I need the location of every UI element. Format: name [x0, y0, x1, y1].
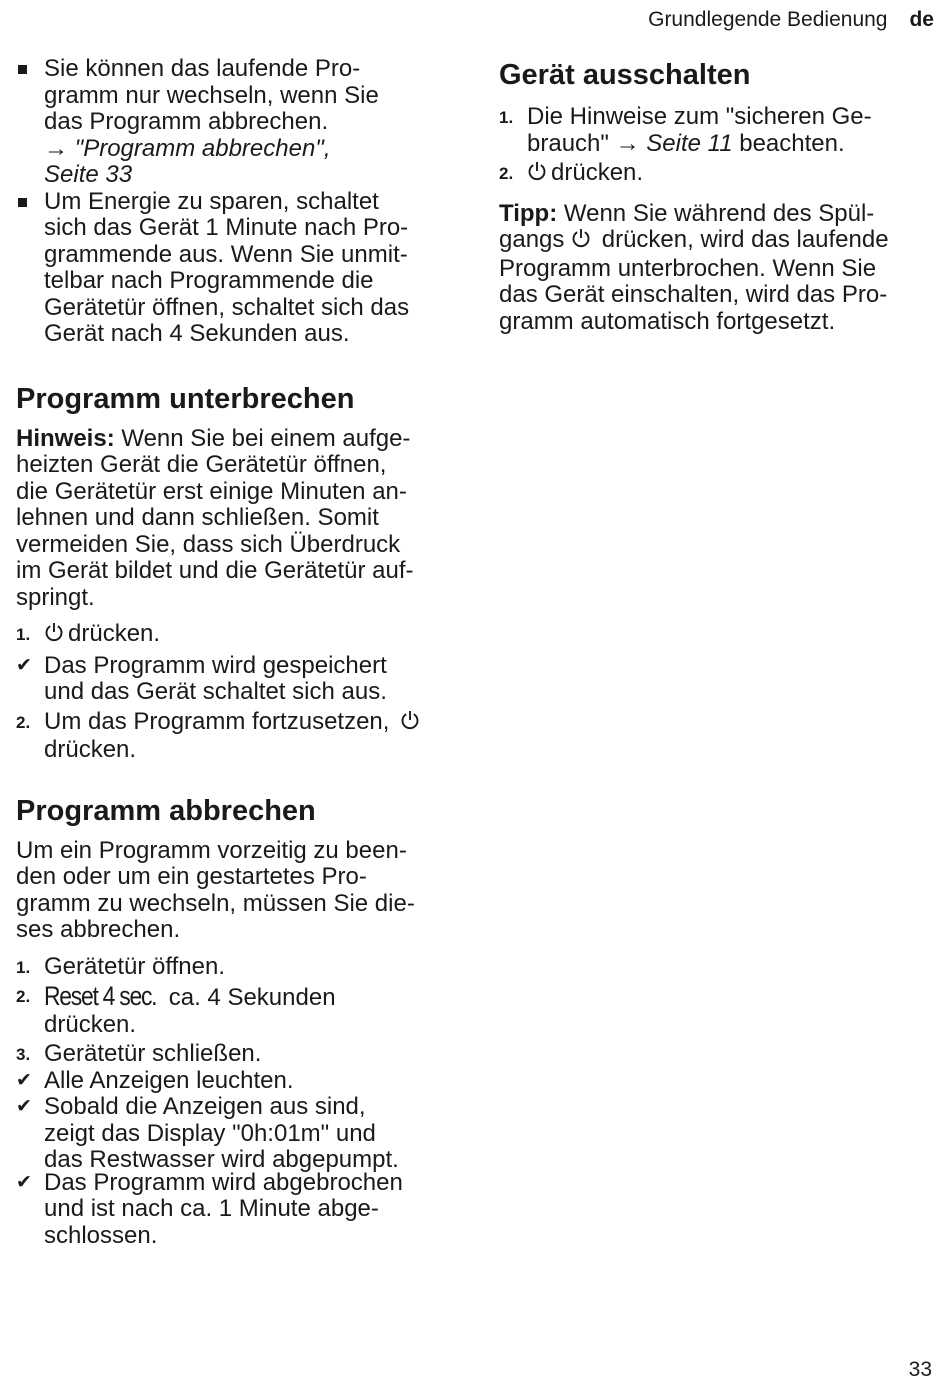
intro-bullet-1: Sie können das laufende Pro- gramm nur wechseln, wenn Sie das Programm abbrechen. → "Programm abbrechen", Seite 33	[16, 56, 456, 189]
heading-programm-unterbrechen: Programm unterbrechen	[16, 382, 355, 415]
step-1-abbrechen: 1. Gerätetür öffnen.	[16, 952, 226, 980]
step-number: 1.	[16, 625, 31, 644]
page-number: 33	[908, 1358, 932, 1381]
step-number: 2.	[499, 164, 514, 183]
step-2-unterbrechen: 2. Um das Programm fortzusetzen, drücken.	[16, 709, 456, 764]
power-icon	[527, 160, 547, 189]
power-icon	[400, 709, 420, 738]
cross-reference-page[interactable]: Seite 11	[646, 129, 733, 157]
cross-reference-link[interactable]: → "Programm abbrechen",	[44, 134, 331, 162]
heading-programm-abbrechen: Programm abbrechen	[16, 794, 316, 827]
power-icon	[571, 227, 591, 256]
note-label: Hinweis:	[16, 424, 115, 452]
step-number: 1.	[16, 957, 31, 977]
step-1-ausschalten: 1. Die Hinweise zum "sicheren Ge- brauch" → Seite 11 beachten.	[499, 103, 872, 157]
result-abbrechen-1: ✔ Alle Anzeigen leuchten.	[16, 1066, 294, 1094]
result-abbrechen-3: ✔ Das Programm wird abgebrochen und ist nach ca. 1 Minute abge- schlossen.	[16, 1168, 403, 1249]
cross-reference-page[interactable]: Seite 33	[44, 161, 133, 188]
abbrechen-paragraph: Um ein Programm vorzeitig zu been- den oder um ein gestartetes Pro- gramm zu wechseln, müssen Sie die- ses abbrechen.	[16, 836, 415, 943]
step-number: 1.	[499, 108, 514, 127]
check-icon: ✔	[16, 1069, 32, 1091]
note-paragraph: Hinweis: Wenn Sie bei einem aufge- heizten Gerät die Gerätetür öffnen, die Gerätetür erst einige Minuten an- lehnen und dann schließen. Somit vermeiden Sie, dass sich Überdruck im Gerät bildet und die Gerätetür auf- springt.	[16, 424, 414, 611]
step-2-abbrechen: 2. Reset 4 sec. ca. 4 Sekunden drücken.	[16, 981, 336, 1038]
reset-button-label: Reset 4 sec.	[44, 981, 157, 1011]
step-number: 3.	[16, 1045, 31, 1064]
check-icon: ✔	[16, 654, 32, 676]
heading-geraet-ausschalten: Gerät ausschalten	[499, 59, 751, 91]
left-column	[16, 56, 456, 1249]
header-language: de	[909, 8, 934, 31]
check-icon: ✔	[16, 1096, 32, 1117]
step-1-unterbrechen: 1. drücken.	[16, 621, 456, 650]
page-header	[648, 8, 934, 32]
step-number: 2.	[16, 987, 31, 1006]
step-number: 2.	[16, 712, 31, 732]
tip-paragraph: Tipp: Wenn Sie während des Spül- gangs drücken, wird das laufende Programm unterbrochen. Wenn Sie das Gerät einschalten, wird das Pro- gramm automatisch fortgesetzt.	[499, 199, 889, 335]
step-2-ausschalten: 2. drücken.	[499, 160, 929, 189]
result-abbrechen-2: ✔ Sobald die Anzeigen aus sind, zeigt das Display "0h:01m" und das Restwasser wird abgepumpt.	[16, 1093, 399, 1173]
result-unterbrechen: ✔ Das Programm wird gespeichert und das Gerät schaltet sich aus.	[16, 651, 387, 705]
header-section-title: Grundlegende Bedienung	[648, 8, 888, 31]
step-3-abbrechen: 3. Gerätetür schließen.	[16, 1040, 262, 1067]
check-icon: ✔	[16, 1171, 32, 1193]
intro-bullet-2: Um Energie zu sparen, schaltet sich das Gerät 1 Minute nach Pro- grammende aus. Wenn Sie unmit- telbar nach Programmende die Gerätetür öffnen, schaltet sich das Gerät nach 4 Sekunden aus.	[16, 189, 456, 348]
power-icon	[44, 621, 64, 650]
right-column	[499, 58, 929, 335]
tip-label: Tipp:	[499, 199, 558, 227]
